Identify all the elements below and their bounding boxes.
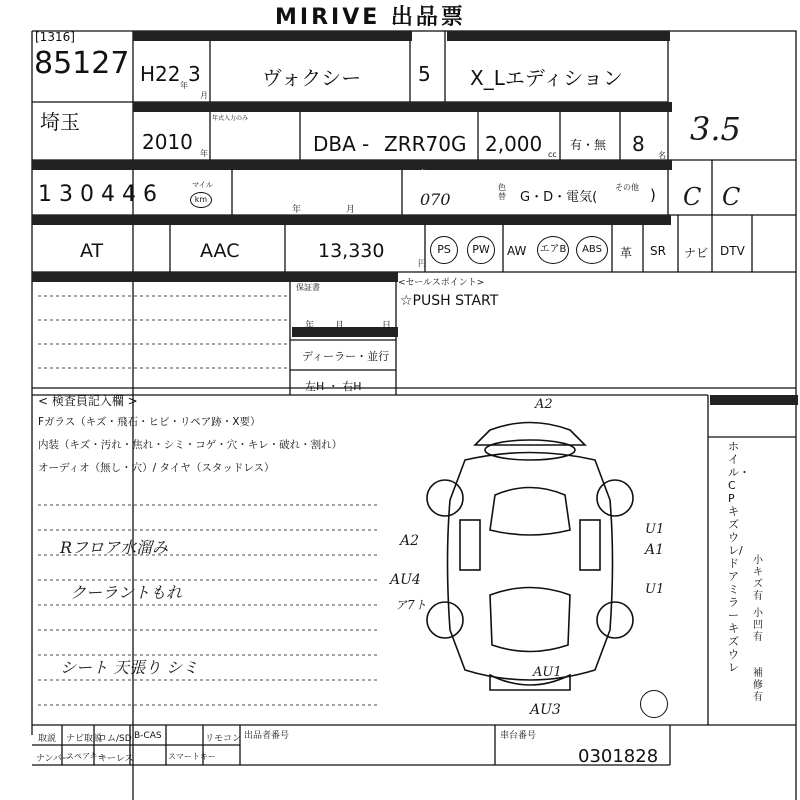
handwritten-note-2: クーラントもれ [70, 583, 183, 602]
color-code1: C [683, 183, 702, 211]
inspection-year-label: 年 [292, 205, 302, 215]
mark-right-front-a: A1 [645, 542, 665, 558]
mark-right-rear: U1 [645, 582, 665, 597]
note-audio: オーディオ（無し・穴）/ タイヤ（スタッドレス） [38, 462, 275, 474]
model-code: ZRR70G [384, 132, 467, 156]
inspection-month-label: 月 [346, 205, 356, 215]
mileage-digit: 4 [101, 182, 122, 207]
header-history [32, 272, 292, 282]
bottom-bcas: B-CAS [134, 731, 162, 741]
recycle-fee: 13,330 [318, 240, 385, 262]
mileage-digit: 0 [80, 182, 101, 207]
region: 埼玉 [40, 110, 80, 134]
model-dash: - [362, 132, 370, 156]
color-label: 色 (Co No) [420, 169, 461, 178]
score: 3.5 [690, 110, 741, 148]
bottom-plate: ナンバー [36, 754, 71, 764]
history-day: 日 [382, 321, 392, 331]
reg-month-label: 月 [200, 91, 208, 100]
steering-side: 左H ・ 右H [305, 380, 362, 393]
equip-dtv: DTV [720, 244, 745, 258]
mark-left-rear: AU4 [390, 572, 421, 588]
mileage-digit: 6 [143, 182, 164, 207]
bottom-rom-sd: ロム/SD [98, 734, 132, 744]
mileage-unit-mile: マイル [192, 181, 213, 189]
sales-point-label: <セールスポイント> [398, 278, 485, 288]
note-interior: 内装（キズ・汚れ・焦れ・シミ・コゲ・穴・キレ・破れ・割れ） [38, 439, 343, 451]
model-year: 2010 [142, 130, 193, 154]
bottom-exhibitor-label: 出品者番号 [244, 731, 290, 741]
model-prefix: DBA [313, 132, 356, 156]
mileage-unit-km: km [190, 192, 212, 208]
capacity: 8 [632, 132, 645, 156]
aircon: AAC [200, 240, 240, 262]
mark-rear-2: AU3 [530, 702, 561, 718]
mileage-digit: 1 [38, 182, 59, 207]
displacement: 2,000 [485, 132, 543, 156]
history-label: 保証書 [296, 283, 320, 292]
color-code2: C [722, 183, 741, 211]
header-transmission [32, 215, 289, 225]
header-mileage [32, 160, 236, 170]
displacement-unit: cc [548, 150, 557, 159]
note-glass: Fガラス（キズ・飛石・ヒビ・リペア跡・X要） [38, 416, 261, 428]
reg-era: H22 [140, 62, 181, 86]
header-legend [710, 395, 798, 405]
mark-front: A2 [535, 397, 553, 412]
transmission: AT [80, 240, 104, 262]
mark-rear-1: AU1 [533, 665, 562, 680]
legend-small-dent: 小凹有 [753, 608, 763, 643]
equip-aw: AW [507, 244, 527, 258]
dealer-parallel: ディーラー・並行 [302, 350, 390, 363]
history-month: 月 [335, 321, 345, 331]
color-other: その他 [615, 183, 639, 192]
equip-sunroof: SR [650, 244, 666, 258]
fuel-cap-circle [640, 690, 668, 718]
form-title: MIRIVE 出品票 [275, 5, 466, 30]
legend-small-scratch: 小キズ有 [753, 555, 763, 602]
mileage-digit: 3 [59, 182, 80, 207]
mileage-digits [38, 182, 164, 207]
header-recycle [287, 215, 671, 225]
bottom-spare-key: スペアキー [66, 752, 106, 761]
mark-left-rear-note: ア7ト [395, 598, 427, 612]
equip-abs: ABS [576, 236, 608, 264]
bottom-manual: 取説 [38, 734, 57, 744]
chassis-number: 0301828 [578, 746, 659, 767]
bottom-remote: リモコン [205, 734, 242, 744]
header-grade [447, 31, 670, 41]
reg-year-label: 年 [180, 81, 188, 90]
history-year: 年 [305, 321, 315, 331]
bottom-navi-manual: ナビ取説 [66, 734, 103, 744]
car-doors: 5 [418, 62, 431, 86]
bottom-smart-key: スマートキー [168, 752, 216, 761]
reg-month: 3 [188, 62, 201, 86]
equip-navi: ナビ [684, 246, 709, 260]
equip-leather: 革 [620, 246, 633, 260]
lot-code: [1316] [35, 30, 75, 44]
car-grade: X_Lエディション [470, 66, 623, 90]
color-options: G・D・電気( [520, 190, 598, 205]
lot-number: 85127 [34, 46, 130, 81]
capacity-unit: 名 [658, 151, 666, 160]
color-paren: ) [650, 186, 656, 204]
model-year-label: 年 [200, 149, 208, 158]
mark-left-front: A2 [400, 533, 420, 549]
equip-pw: PW [467, 236, 495, 264]
handwritten-note-3: シート 天張り シミ [60, 658, 199, 677]
legend-repair: 補修有 [753, 668, 763, 703]
mileage-digit: 4 [122, 182, 143, 207]
equip-ps: PS [430, 236, 458, 264]
header-warranty [292, 272, 398, 282]
header-car-name [212, 31, 412, 41]
legend-vertical: ホイル・CPキズウレ/ドアミラーキズウレ [728, 440, 750, 674]
inspection-value: 070 [420, 190, 451, 209]
fuel: 有・無 [570, 138, 607, 152]
car-diagram [420, 400, 640, 720]
color-side: 色替 [498, 183, 506, 201]
year-note: 年式入力のみ [212, 115, 249, 122]
sales-point: ☆PUSH START [400, 293, 499, 309]
bottom-keyless: キーレス [98, 754, 134, 764]
recycle-unit: 円 [418, 259, 426, 268]
handwritten-note-1: Rフロア水溜み [60, 538, 169, 557]
car-name: ヴォクシー [262, 66, 362, 90]
equip-airbag: エアB [537, 236, 569, 264]
header-model [133, 102, 672, 112]
bottom-number-label: 車台番号 [500, 731, 537, 741]
inspector-label: < 検査員記入欄 > [38, 394, 138, 408]
header-reg-date [133, 31, 214, 41]
mark-right-front-u: U1 [645, 522, 665, 537]
